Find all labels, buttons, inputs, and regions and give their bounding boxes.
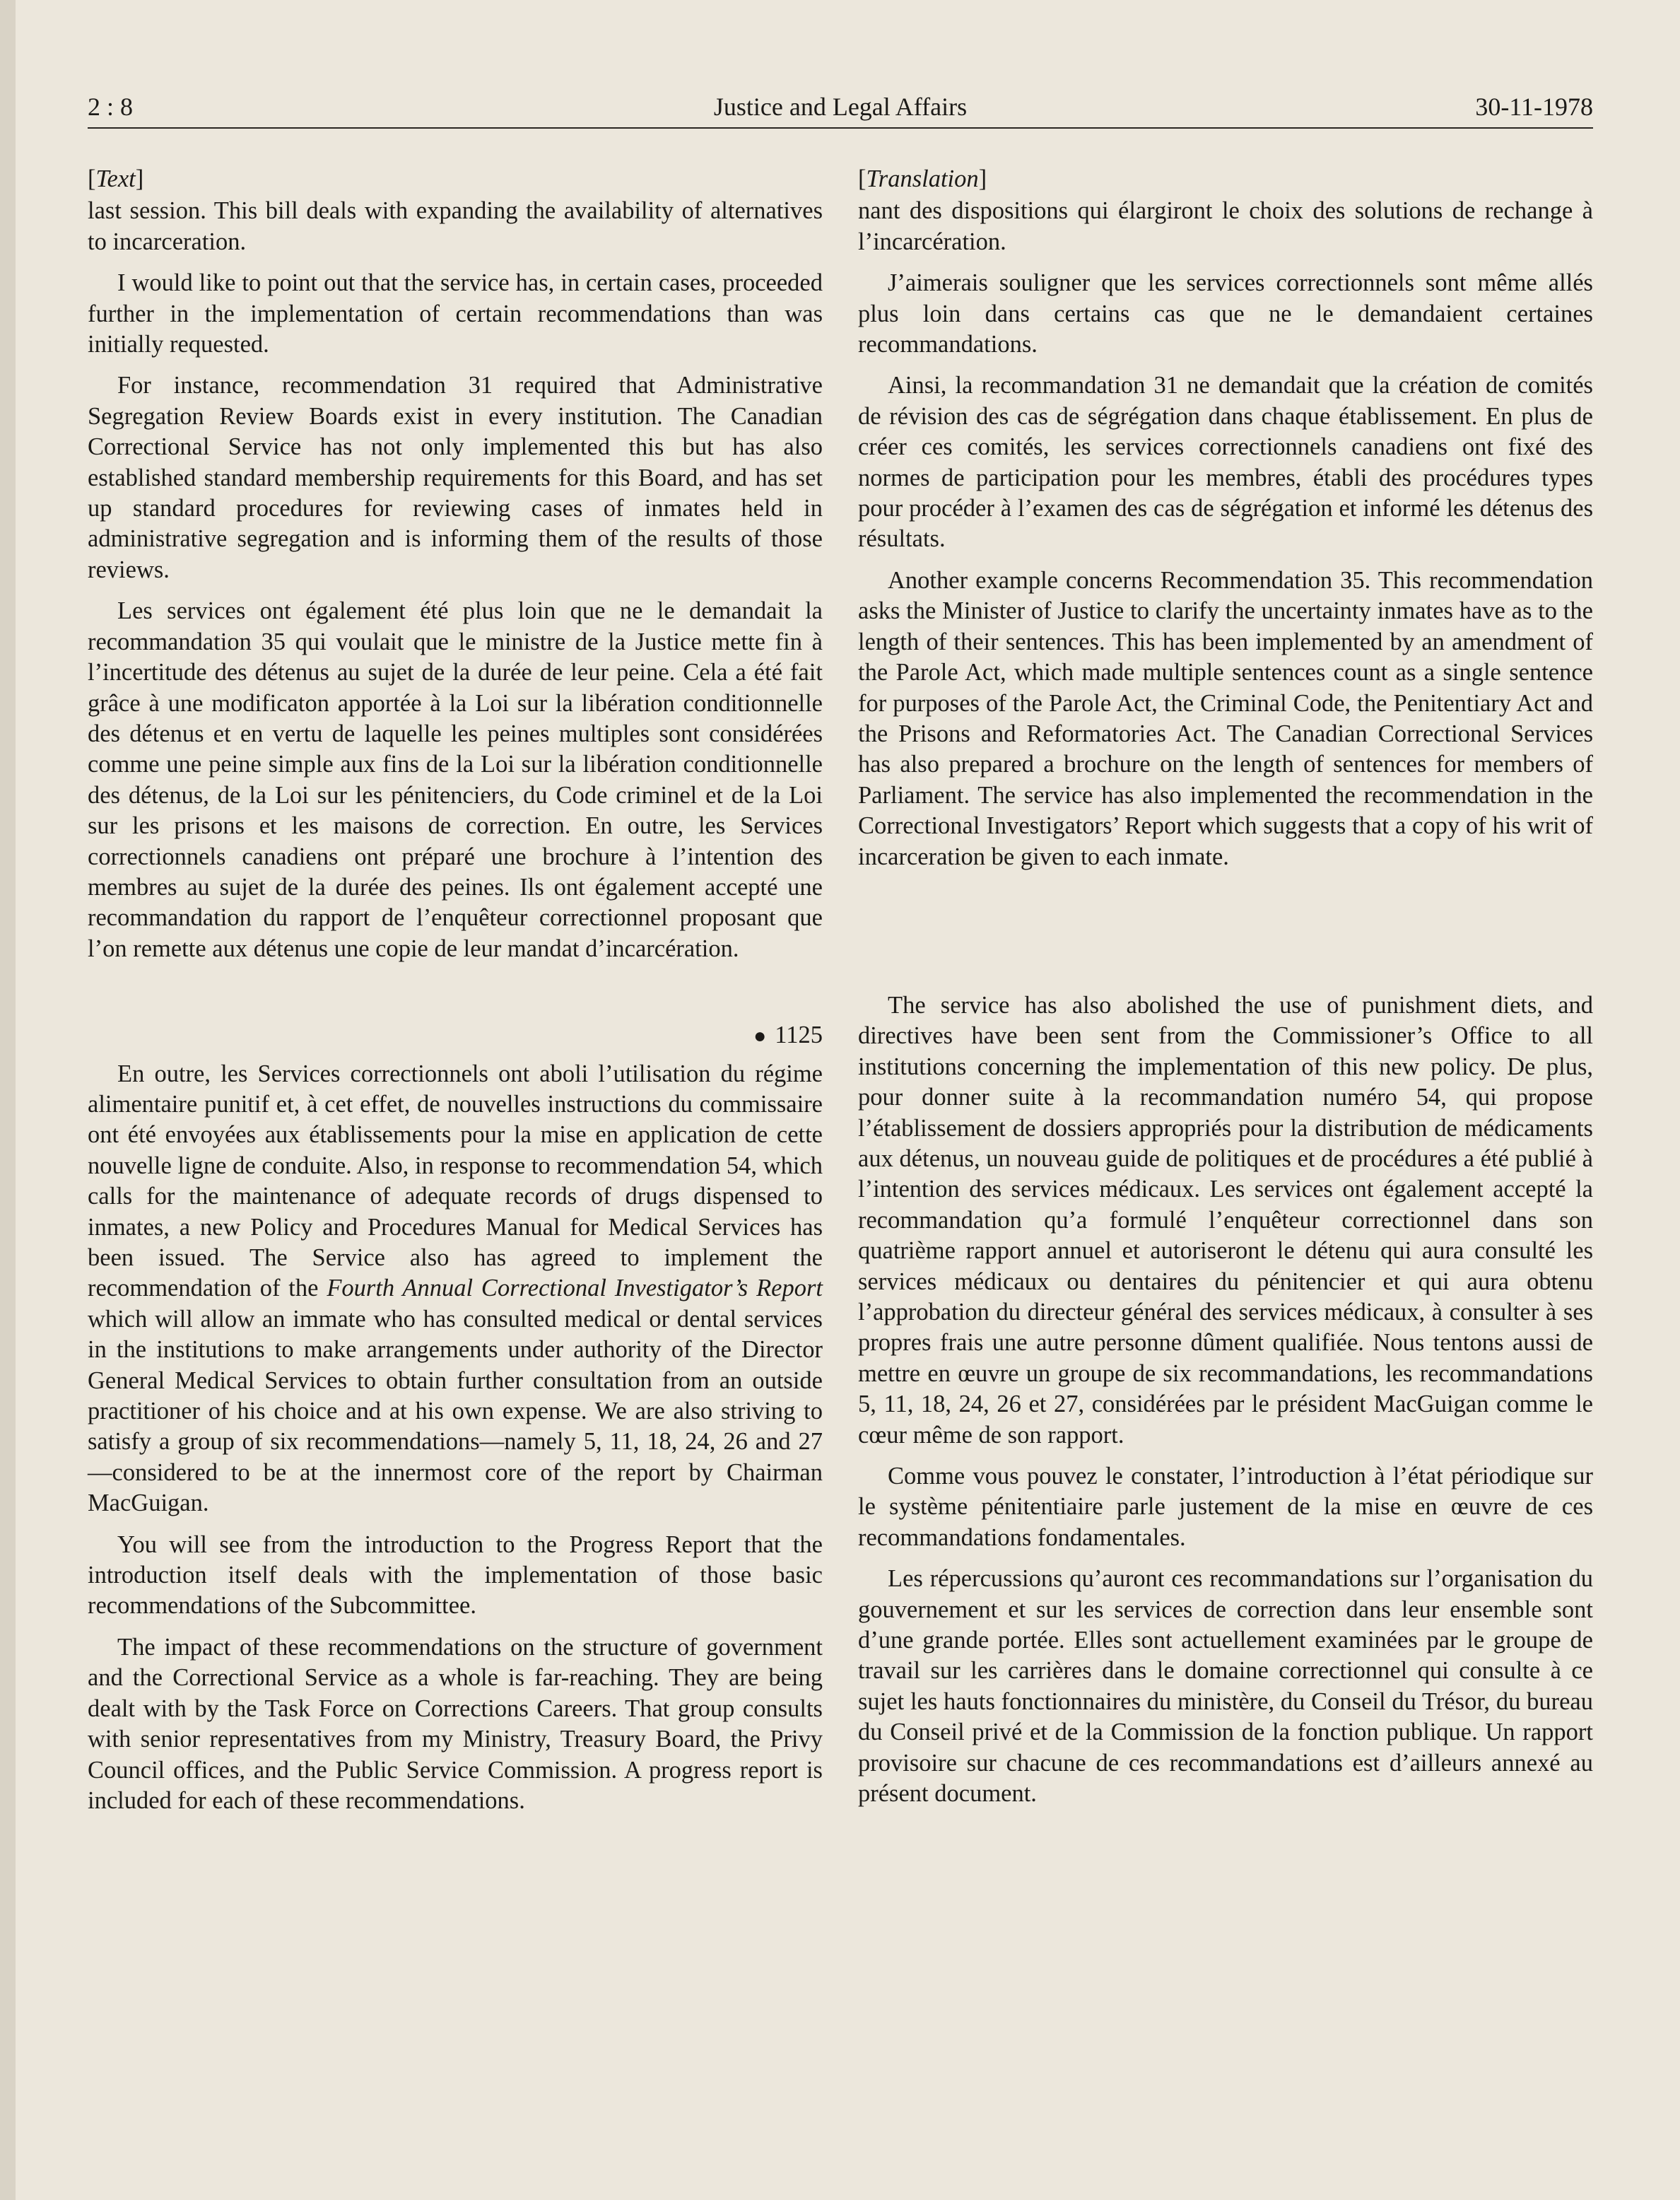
page-date: 30-11-1978 xyxy=(1475,93,1593,121)
paragraph: Comme vous pouvez le constater, l’introduction à l’état périodique sur le système pénitentiaire parle justement de la mise en œuvre de ces recommandations fondamentales. xyxy=(858,1463,1593,1551)
paragraph: For instance, recommendation 31 required that Administrative Segregation Review Boards exist in every institution. The Canadian Correctional Service has not only implemented this but has also established standard membership requirements for this Board, and has set up standard procedures for reviewing cases of inmates held in administrative segregation and is informing them of the results of those reviews. xyxy=(88,372,823,583)
page-header xyxy=(88,88,1593,129)
paragraph: En outre, les Services correctionnels ont aboli l’utilisation du régime alimentaire punitif et, à cet effet, de nouvelles instructions du commissaire ont été envoyées aux établissements pour la mise en application de cette nouvelle ligne de conduite. Also, in response to recommendation 54, which calls for the maintenance of adequate records of drugs dispensed to inmates, a new Policy and Procedures Manual for Medical Services has been issued. The Service also has agreed to implement the recommendation of the Fourth Annual Correctional Investigator’s Report which will allow an immate who has consulted medical or dental services in the institutions to make arrangements under authority of the Director General Medical Services to obtain further consultation from an outside practitioner of his choice and at his own expense. We are also striving to satisfy a group of six recommendations—namely 5, 11, 18, 24, 26 and 27—considered to be at the innermost core of the report by Chairman MacGuigan. xyxy=(88,1060,823,1517)
column-label: [Translation] xyxy=(858,165,987,192)
paragraph: Les répercussions qu’auront ces recommandations sur l’organisation du gouvernement et sur les services de correction dans leur ensemble sont d’une grande portée. Elles sont actuellement examinées par le groupe de travail sur les carrières dans le domaine correctionnel qui consulte à ce sujet les hauts fonctionnaires du ministère, du Conseil du Trésor, du bureau du Conseil privé et de la Commission de la fonction publique. Un rapport provisoire sur chacune de ces recommandations est d’ailleurs annexé au présent document. xyxy=(858,1565,1593,1808)
page-number: 2 : 8 xyxy=(88,93,134,121)
report-title: Fourth Annual Correctional Investigator’s Report xyxy=(327,1275,823,1302)
left-column xyxy=(88,164,823,1827)
spacer xyxy=(858,883,1593,990)
bullet-icon: ● xyxy=(753,1024,767,1048)
paragraph: The impact of these recommendations on the structure of government and the Correctional Service as a whole is far-reaching. They are being dealt with by the Task Force on Corrections Careers. That group consults with senior representatives from my Ministry, Treasury Board, the Privy Council offices, and the Public Service Commission. A progress report is included for each of these recommendations. xyxy=(88,1633,823,1814)
paragraph: The service has also abolished the use of punishment diets, and directives have been sent from the Commissioner’s Office to all institutions concerning the implementation of this new policy. De plus, pour donner suite à la recommandation numéro 54, qui propose l’établissement de dossiers appropriés pour la distribution de médicaments aux détenus, un nouveau guide de politiques et de procédures a été publié à l’intention des services médicaux. Les services ont également accepté la recommandation qu’a formulé l’enquêteur correctionnel dans son quatrième rapport annuel et autoriseront le détenu qui aura consulté les services médicaux ou dentaires du pénitencier et qui aura obtenu l’approbation du directeur général des services médicaux, à consulter à ses propres frais une autre personne dûment qualifiée. Nous tentons aussi de mettre en œuvre un groupe de six recommandations, les recommandations 5, 11, 18, 24, 26 et 27, considérées par le président MacGuigan comme le cœur même de son rapport. xyxy=(858,991,1593,1449)
paragraph: I would like to point out that the service has, in certain cases, proceeded further in the implementation of certain recommendations than was initially requested. xyxy=(88,269,823,358)
spacer xyxy=(88,975,823,1020)
paragraph: Another example concerns Recommendation 35. This recommendation asks the Minister of Justice to clarify the uncertainty inmates have as to the length of their sentences. This has been implemented by an amendment of the Parole Act, which made multiple sentences count as a single sentence for purposes of the Parole Act, the Criminal Code, the Penitentiary Act and the Prisons and Reformatories Act. The Canadian Correctional Services has also prepared a brochure on the length of sentences for members of Parliament. The service has also implemented the recommendation in the Correctional Investigators’ Report which suggests that a copy of his writ of incarceration be given to each inmate. xyxy=(858,566,1593,870)
paragraph: You will see from the introduction to the Progress Report that the introduction itself deals with the implementation of those basic recommendations of the Subcommittee. xyxy=(88,1531,823,1620)
time-marker: ● 1125 xyxy=(753,1022,823,1049)
column-label: [Text] xyxy=(88,165,144,192)
paragraph: Les services ont également été plus loin que ne le demandait la recommandation 35 qui voulait que le ministre de la Justice mette fin à l’incertitude des détenus au sujet de la durée de leur peine. Cela a été fait grâce à une modificaton apportée à la Loi sur la libération conditionnelle des détenus et en vertu de laquelle les peines multiples sont considérées comme une peine simple aux fins de la Loi sur la libération conditionnelle des détenus, de la Loi sur les pénitenciers, du Code criminel et de la Loi sur les prisons et les maisons de correction. En outre, les Services correctionnels canadiens ont préparé une brochure à l’intention des membres au sujet de la durée des peines. Ils ont également accepté une recommandation du rapport de l’enquêteur correctionnel proposant que l’on remette aux détenus une copie de leur mandat d’incarcération. xyxy=(88,597,823,962)
paragraph: Ainsi, la recommandation 31 ne demandait que la création de comités de révision des cas de ségrégation dans chaque établissement. En plus de créer ces comités, les services correctionnels canadiens ont fixé des normes de participation pour les membres, établi des procédures types pour procéder à l’examen des cas de ségrégation et informé les détenus des résultats. xyxy=(858,372,1593,553)
right-column xyxy=(858,164,1593,1820)
paragraph: nant des dispositions qui élargiront le choix des solutions de rechange à l’incarcération. xyxy=(858,197,1593,255)
page-edge xyxy=(0,0,16,2200)
paragraph: J’aimerais souligner que les services correctionnels sont même allés plus loin dans certains cas que ne le demandaient certaines recommandations. xyxy=(858,269,1593,358)
paragraph: last session. This bill deals with expanding the availability of alternatives to incarceration. xyxy=(88,197,823,255)
page-title: Justice and Legal Affairs xyxy=(713,93,968,121)
